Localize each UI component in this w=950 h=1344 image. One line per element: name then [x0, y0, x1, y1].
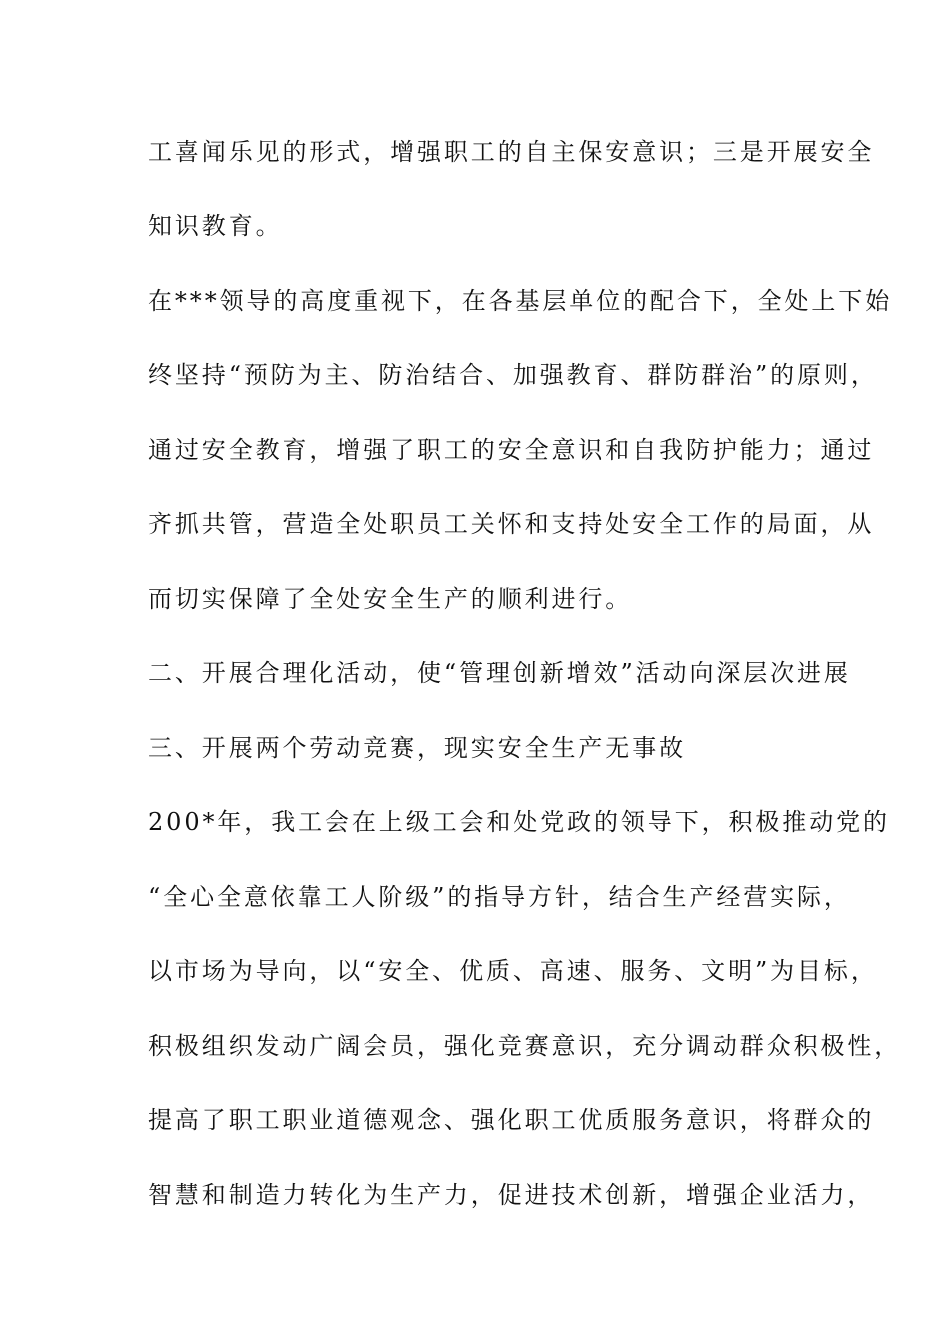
text-line: 200*年，我工会在上级工会和处党政的领导下，积极推动党的: [148, 808, 890, 836]
text-line: 工喜闻乐见的形式，增强职工的自主保安意识；三是开展安全: [148, 138, 875, 166]
text-line: 通过安全教育，增强了职工的安全意识和自我防护能力；通过: [148, 436, 875, 464]
text-line: 以市场为导向，以“安全、优质、高速、服务、文明”为目标，: [148, 957, 878, 985]
text-line: “全心全意依靠工人阶级”的指导方针，结合生产经营实际，: [148, 883, 851, 911]
text-line: 在***领导的高度重视下，在各基层单位的配合下，全处上下始: [148, 287, 893, 315]
section-heading-3: 三、开展两个劳动竞赛，现实安全生产无事故: [148, 734, 686, 762]
text-line: 而切实保障了全处安全生产的顺利进行。: [148, 585, 633, 613]
section-heading-2: 二、开展合理化活动，使“管理创新增效”活动向深层次进展: [148, 659, 851, 687]
text-line: 终坚持“预防为主、防治结合、加强教育、群防群治”的原则，: [148, 361, 878, 389]
text-line: 智慧和制造力转化为生产力，促进技术创新，增强企业活力，: [148, 1181, 875, 1209]
text-line: 知识教育。: [148, 212, 283, 240]
text-line: 积极组织发动广阔会员，强化竞赛意识，充分调动群众积极性，: [148, 1032, 902, 1060]
text-line: 提高了职工职业道德观念、强化职工优质服务意识，将群众的: [148, 1106, 875, 1134]
text-line: 齐抓共管，营造全处职员工关怀和支持处安全工作的局面，从: [148, 510, 875, 538]
